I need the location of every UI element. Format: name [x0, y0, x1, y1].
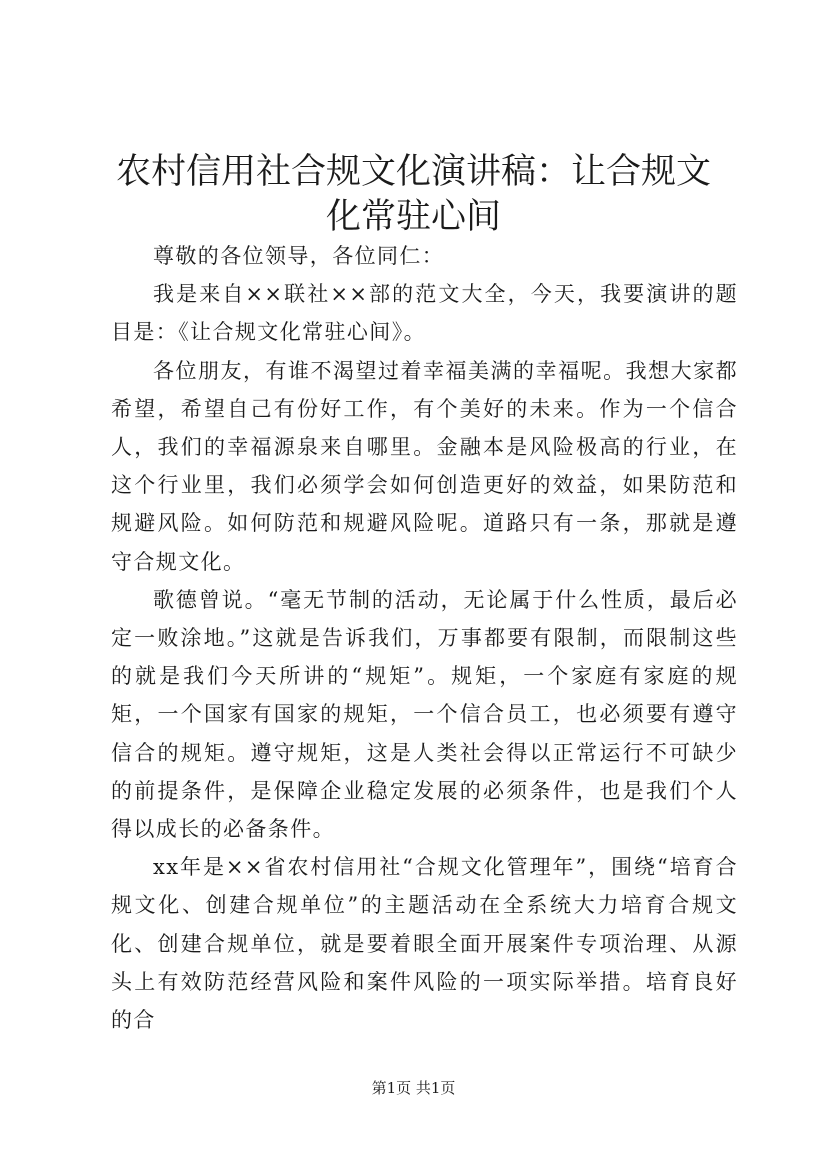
paragraph-compliance-year: xx年是××省农村信用社“合规文化管理年”，围绕“培育合规文化、创建合规单位”的主题活动在全系统大力培育合规文化、创建合规单位，就是要着眼全面开展案件专项治理、从源头上有效防范经营风险和案件风险的一项实际举措。培育良好的合: [111, 855, 738, 1033]
paragraph-salutation: 尊敬的各位领导，各位同仁：: [153, 244, 445, 268]
paragraph-happiness: 各位朋友，有谁不渴望过着幸福美满的幸福呢。我想大家都希望，希望自己有份好工作，有个美好的未来。作为一个信合人，我们的幸福源泉来自哪里。金融本是风险极高的行业，在这个行业里，我们必须学会如何创造更好的效益，如果防范和规避风险。如何防范和规避风险呢。道路只有一条，那就是遵守合规文化。: [111, 358, 738, 574]
paragraph-introduction: 我是来自××联社××部的范文大全，今天，我要演讲的题目是：《让合规文化常驻心间》。: [111, 282, 738, 345]
paragraph-rules: 歌德曾说。“毫无节制的活动，无论属于什么性质，最后必定一败涂地。”这就是告诉我们，万事都要有限制，而限制这些的就是我们今天所讲的“规矩”。规矩，一个家庭有家庭的规矩，一个国家有国家的规矩，一个信合员工，也必须要有遵守信合的规矩。遵守规矩，这是人类社会得以正常运行不可缺少的前提条件，是保障企业稳定发展的必须条件，也是我们个人得以成长的必备条件。: [111, 587, 738, 842]
document-body: [111, 237, 738, 1039]
page-footer: 第1页 共1页: [371, 1079, 456, 1097]
document-title: 农村信用社合规文化演讲稿：让合规文化常驻心间: [115, 152, 711, 237]
